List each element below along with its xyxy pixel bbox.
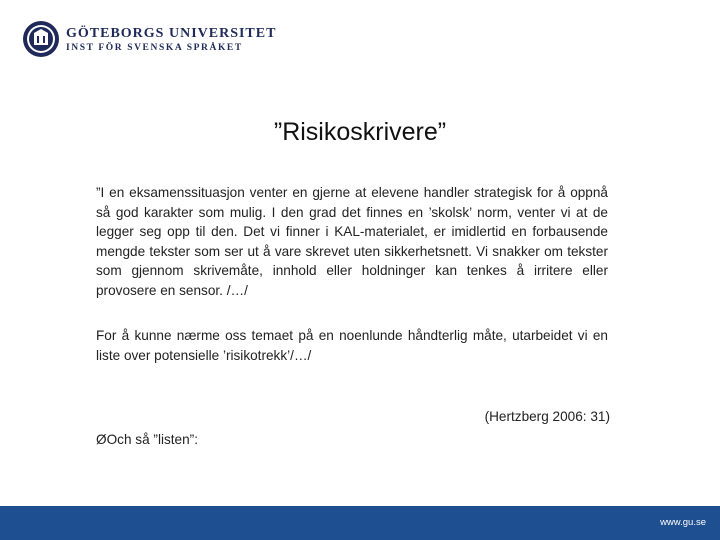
university-name: GÖTEBORGS UNIVERSITET <box>66 26 277 41</box>
quote-paragraph: For å kunne nærme oss temaet på en noenlunde håndterlig måte, utarbeidet vi en liste over potensielle ’risikotrekk’/…/ <box>96 328 608 363</box>
bullet-item <box>96 432 198 447</box>
institute-name: INST FÖR SVENSKA SPRÅKET <box>66 43 243 53</box>
quote-block <box>96 183 608 391</box>
quote-paragraph: ”I en eksamenssituasjon venter en gjerne at elevene handler strategisk for å oppnå så god karakter som mulig. I den grad det finnes en ’skolsk’ norm, venter vi at de legger seg opp til den. Det vi finner i KAL-materialet, er imidlertid en forbausende mengde tekster som ser ut å vare skrevet uten sikkerhetsnett. Vi snakker om tekster som gjennom skrivemåte, innhold eller holdninger kan tenkes å irritere eller provosere en sensor. /…/ <box>96 185 608 298</box>
footer-url[interactable]: www.gu.se <box>660 517 706 528</box>
citation: (Hertzberg 2006: 31) <box>484 409 610 424</box>
slide-title: ”Risikoskrivere” <box>273 118 447 146</box>
bullet-text: Och så ”listen”: <box>106 432 198 447</box>
arrow-bullet-icon: Ø <box>96 432 107 447</box>
university-seal-icon <box>22 20 60 58</box>
footer-bar <box>0 506 720 540</box>
